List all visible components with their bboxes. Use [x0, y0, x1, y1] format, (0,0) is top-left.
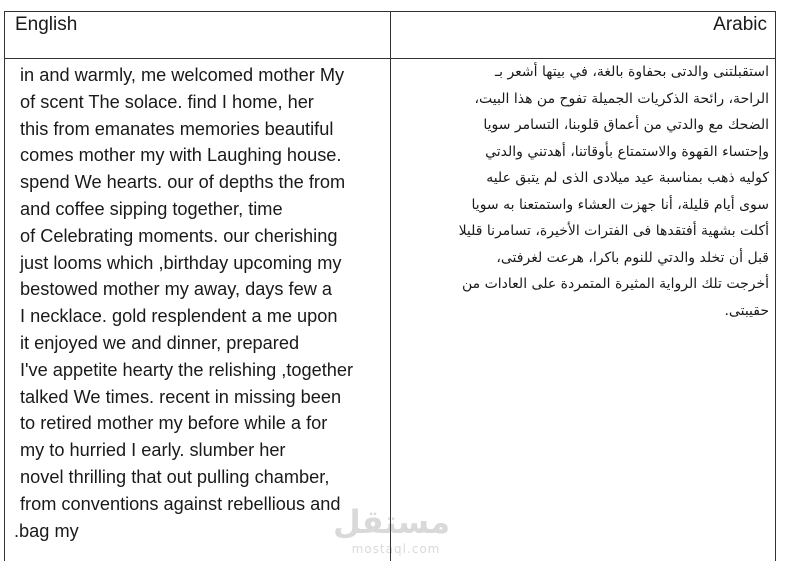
arabic-line: قبل أن تخلد والدتي للنوم باكرا، هرعت لغرفتى، [496, 249, 769, 266]
translation-table [4, 11, 776, 561]
header-english: English [15, 14, 78, 35]
arabic-line: أخرجت تلك الرواية المثيرة المتمردة على العادات من [462, 276, 769, 292]
english-line: just looms which ,birthday upcoming my [20, 252, 342, 273]
english-line: of scent The solace. find I home, her [20, 91, 314, 112]
english-line: from conventions against rebellious and [20, 493, 341, 514]
column-divider [390, 12, 391, 561]
watermark-domain: mostaql.com [351, 542, 441, 556]
mostaql-watermark [332, 502, 450, 564]
watermark-logo-text: مستقل [332, 503, 450, 541]
english-line: it enjoyed we and dinner, prepared [20, 332, 300, 353]
english-line: my to hurried I early. slumber her [20, 440, 286, 461]
arabic-line: وإحتساء القهوة والاستمتاع بأوقاتنا، أهدتني والدتي [485, 143, 769, 160]
english-line: .bag my [14, 520, 79, 541]
english-line: I necklace. gold resplendent a me upon [20, 306, 338, 327]
english-line: this from emanates memories beautiful [20, 118, 334, 139]
arabic-line: كوليه ذهب بمناسبة عيد ميلادى الذى لم يتبق عليه [486, 170, 769, 186]
arabic-line: الضحك مع والدتي من أعماق قلوبنا، التسامر سويا [483, 117, 769, 133]
english-line: I've appetite hearty the relishing ,together [20, 359, 354, 380]
english-line: of Celebrating moments. our cherishing [20, 225, 338, 246]
english-line: spend We hearts. our of depths the from [20, 172, 346, 193]
english-line: and coffee sipping together, time [20, 198, 283, 219]
english-line: comes mother my with Laughing house. [20, 145, 342, 166]
english-line: novel thrilling that out pulling chamber, [20, 466, 330, 487]
arabic-line: استقبلتنى والدتى بحفاوة بالغة، في بيتها أشعر بـ [495, 64, 769, 80]
english-line: bestowed mother my away, days few a [20, 279, 333, 300]
arabic-text-cell [399, 59, 769, 324]
arabic-line: أكلت بشهية أفتقدها فى الفترات الأخيرة، تسامرنا قليلا [458, 223, 769, 239]
arabic-line: حقيبتى. [724, 302, 769, 319]
english-text-cell [5, 62, 389, 544]
english-line: to retired mother my before while a for [20, 413, 328, 434]
english-line: talked We times. recent in missing been [20, 386, 342, 407]
english-line: in and warmly, me welcomed mother My [20, 65, 345, 85]
header-arabic: Arabic [713, 14, 767, 35]
arabic-line: الراحة، رائحة الذكريات الجميلة تفوح من هذا البيت، [474, 90, 769, 107]
arabic-line: سوى أيام قليلة، أنا جهزت العشاء واستمتعنا به سويا [471, 196, 769, 213]
